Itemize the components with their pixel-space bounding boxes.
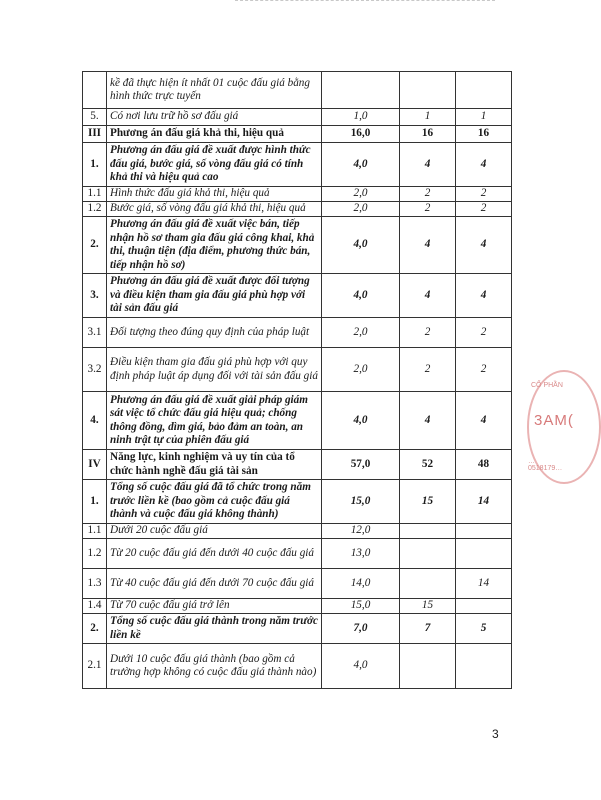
cell-item-number: 5. xyxy=(83,109,107,126)
scoring-table-body xyxy=(83,72,512,689)
table-row xyxy=(83,348,512,392)
table-row xyxy=(83,274,512,318)
cell-score-b: 1 xyxy=(456,109,512,126)
cell-criterion: Hình thức đấu giá khả thi, hiệu quả xyxy=(107,187,322,202)
cell-score-a xyxy=(400,569,456,599)
cell-max-score: 2,0 xyxy=(322,318,400,348)
cell-score-b xyxy=(456,524,512,539)
stamp-ring-text-top: CỔ PHẦN xyxy=(531,382,563,389)
cell-item-number: 1.4 xyxy=(83,599,107,614)
cell-criterion: Dưới 10 cuộc đấu giá thành (bao gồm cả trường hợp không có cuộc đấu giá thành nào) xyxy=(107,644,322,689)
cell-item-number xyxy=(83,72,107,109)
cell-score-b: 16 xyxy=(456,126,512,143)
cell-max-score: 16,0 xyxy=(322,126,400,143)
cell-criterion: Phương án đấu giá đề xuất được đối tượng và điều kiện tham gia đấu giá phù hợp với tài sản đấu giá xyxy=(107,274,322,318)
page-number: 3 xyxy=(492,727,499,741)
cell-score-b: 14 xyxy=(456,569,512,599)
cell-item-number: IV xyxy=(83,450,107,480)
cell-max-score xyxy=(322,72,400,109)
cell-score-b: 14 xyxy=(456,480,512,524)
cell-score-b: 4 xyxy=(456,392,512,450)
cell-criterion: Phương án đấu giá đề xuất được hình thức đấu giá, bước giá, số vòng đấu giá có tính khả thi và hiệu quả cao xyxy=(107,143,322,187)
cell-criterion: Bước giá, số vòng đấu giá khả thi, hiệu quả xyxy=(107,202,322,217)
cell-criterion: Tổng số cuộc đấu giá thành trong năm trước liền kề xyxy=(107,614,322,644)
cell-item-number: 1.2 xyxy=(83,202,107,217)
cell-score-b: 2 xyxy=(456,348,512,392)
cell-max-score: 7,0 xyxy=(322,614,400,644)
cell-score-b: 2 xyxy=(456,318,512,348)
cell-item-number: 1. xyxy=(83,143,107,187)
cell-max-score: 15,0 xyxy=(322,480,400,524)
cell-max-score: 1,0 xyxy=(322,109,400,126)
table-row xyxy=(83,392,512,450)
cell-criterion: Phương án đấu giá đề xuất việc bán, tiếp nhận hồ sơ tham gia đấu giá công khai, khả thi, thuận tiện (địa điểm, phương thức bán, tiếp nhận hồ sơ) xyxy=(107,217,322,274)
cell-score-a: 1 xyxy=(400,109,456,126)
table-row xyxy=(83,187,512,202)
cell-max-score: 2,0 xyxy=(322,348,400,392)
cell-score-a: 2 xyxy=(400,348,456,392)
cell-item-number: III xyxy=(83,126,107,143)
table-row xyxy=(83,109,512,126)
cell-score-a xyxy=(400,72,456,109)
scoring-table xyxy=(82,71,512,689)
cell-item-number: 2.1 xyxy=(83,644,107,689)
table-row xyxy=(83,569,512,599)
cell-criterion: Năng lực, kinh nghiệm và uy tín của tổ chức hành nghề đấu giá tài sản xyxy=(107,450,322,480)
cell-score-a xyxy=(400,539,456,569)
cell-criterion: Từ 20 cuộc đấu giá đến dưới 40 cuộc đấu giá xyxy=(107,539,322,569)
table-row xyxy=(83,599,512,614)
cell-criterion: Đối tượng theo đúng quy định của pháp luật xyxy=(107,318,322,348)
cell-criterion: Dưới 20 cuộc đấu giá xyxy=(107,524,322,539)
cell-score-b: 4 xyxy=(456,274,512,318)
cell-score-b xyxy=(456,599,512,614)
cell-max-score: 4,0 xyxy=(322,644,400,689)
cell-item-number: 1.1 xyxy=(83,187,107,202)
cell-score-a xyxy=(400,644,456,689)
table-row xyxy=(83,539,512,569)
cell-score-b xyxy=(456,644,512,689)
cell-item-number: 1.1 xyxy=(83,524,107,539)
table-row xyxy=(83,480,512,524)
table-row xyxy=(83,524,512,539)
cell-score-b: 5 xyxy=(456,614,512,644)
cell-max-score: 4,0 xyxy=(322,143,400,187)
cell-item-number: 1.3 xyxy=(83,569,107,599)
cell-item-number: 3.2 xyxy=(83,348,107,392)
table-row xyxy=(83,143,512,187)
cell-score-a: 7 xyxy=(400,614,456,644)
table-row xyxy=(83,644,512,689)
table-row xyxy=(83,614,512,644)
cell-item-number: 1. xyxy=(83,480,107,524)
table-row xyxy=(83,72,512,109)
cell-item-number: 4. xyxy=(83,392,107,450)
table-row xyxy=(83,202,512,217)
cell-criterion: Phương án đấu giá khả thi, hiệu quả xyxy=(107,126,322,143)
cell-score-a: 15 xyxy=(400,599,456,614)
table-row xyxy=(83,318,512,348)
cell-score-a: 2 xyxy=(400,318,456,348)
table-row xyxy=(83,126,512,143)
cell-score-b: 4 xyxy=(456,143,512,187)
cell-score-a: 4 xyxy=(400,392,456,450)
cell-score-a: 2 xyxy=(400,202,456,217)
cell-score-b xyxy=(456,72,512,109)
cell-item-number: 2. xyxy=(83,217,107,274)
cell-score-a xyxy=(400,524,456,539)
cell-max-score: 2,0 xyxy=(322,202,400,217)
cell-score-b: 4 xyxy=(456,217,512,274)
cell-item-number: 2. xyxy=(83,614,107,644)
cell-max-score: 14,0 xyxy=(322,569,400,599)
cell-criterion: Có nơi lưu trữ hồ sơ đấu giá xyxy=(107,109,322,126)
cell-criterion: Điều kiện tham gia đấu giá phù hợp với quy định pháp luật áp dụng đối với tài sản đấu giá xyxy=(107,348,322,392)
cell-item-number: 1.2 xyxy=(83,539,107,569)
cell-score-a: 16 xyxy=(400,126,456,143)
cell-score-a: 15 xyxy=(400,480,456,524)
stamp-ring-text-bottom: …0518179… xyxy=(528,458,563,472)
cell-score-b: 48 xyxy=(456,450,512,480)
cell-score-a: 4 xyxy=(400,217,456,274)
cell-score-a: 2 xyxy=(400,187,456,202)
cell-criterion: Từ 40 cuộc đấu giá đến dưới 70 cuộc đấu giá xyxy=(107,569,322,599)
cell-score-a: 4 xyxy=(400,274,456,318)
cell-max-score: 4,0 xyxy=(322,217,400,274)
cell-max-score: 57,0 xyxy=(322,450,400,480)
cell-item-number: 3. xyxy=(83,274,107,318)
cell-max-score: 13,0 xyxy=(322,539,400,569)
cell-max-score: 4,0 xyxy=(322,274,400,318)
cell-max-score: 4,0 xyxy=(322,392,400,450)
scan-edge-line xyxy=(235,0,495,2)
table-row xyxy=(83,217,512,274)
cell-criterion: Phương án đấu giá đề xuất giải pháp giám sát việc tổ chức đấu giá hiệu quả; chống thông đồng, dìm giá, bảo đảm an toàn, an ninh trật tự của phiên đấu giá xyxy=(107,392,322,450)
cell-score-a: 4 xyxy=(400,143,456,187)
cell-score-a: 52 xyxy=(400,450,456,480)
cell-max-score: 2,0 xyxy=(322,187,400,202)
cell-criterion: Tổng số cuộc đấu giá đã tổ chức trong năm trước liền kề (bao gồm cả cuộc đấu giá thành và cuộc đấu giá không thành) xyxy=(107,480,322,524)
cell-max-score: 12,0 xyxy=(322,524,400,539)
cell-score-b xyxy=(456,539,512,569)
table-row xyxy=(83,450,512,480)
stamp-text: 3AM( xyxy=(534,412,574,429)
cell-score-b: 2 xyxy=(456,202,512,217)
cell-item-number: 3.1 xyxy=(83,318,107,348)
cell-criterion: Từ 70 cuộc đấu giá trở lên xyxy=(107,599,322,614)
cell-criterion: kề đã thực hiện ít nhất 01 cuộc đấu giá bằng hình thức trực tuyến xyxy=(107,72,322,109)
cell-score-b: 2 xyxy=(456,187,512,202)
cell-max-score: 15,0 xyxy=(322,599,400,614)
